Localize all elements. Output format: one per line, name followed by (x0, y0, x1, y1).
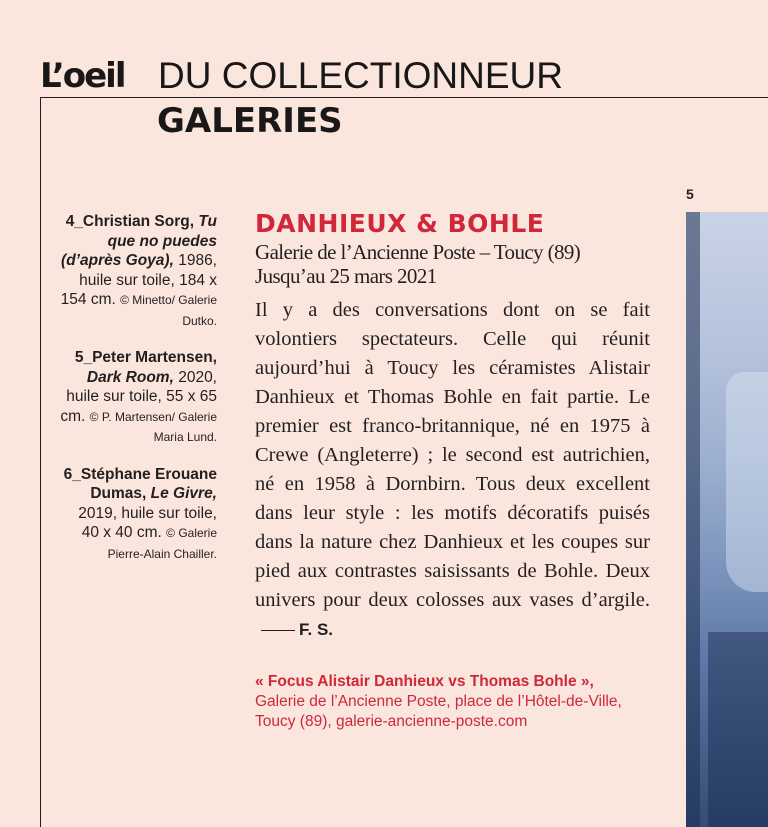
caption-work-title: Le Givre, (150, 485, 217, 502)
caption-details: 2019, huile sur toile, 40 x 40 cm. (78, 504, 217, 541)
caption-credit: © P. Martensen/ Galerie Maria Lund. (89, 409, 217, 444)
plate-number: 5 (686, 186, 694, 202)
left-rule (40, 97, 41, 827)
caption-credit: © Minetto/ Galerie Dutko. (120, 293, 217, 328)
article-signature: F. S. (299, 620, 334, 639)
article (255, 208, 650, 732)
magazine-logo: L’oeil (40, 56, 125, 96)
caption-credit: © Galerie Pierre-Alain Chailler. (107, 526, 217, 561)
caption-6 (60, 465, 217, 565)
masthead-title: DU COLLECTIONNEUR (158, 55, 563, 96)
exhibition-info (255, 672, 650, 732)
signature-rule (261, 630, 295, 631)
article-text: Il y a des conversations dont on se fait volontiers spectateurs. Celle qui réunit aujourd’hui à Toucy les céramistes Alistair Danhieux et Thomas Bohle en fait partie. Le premier est franco-britannique, né en 1975 à Crewe (Angleterre) ; le second est autrichien, né en 1958 à Dornbirn. Tous deux excellent dans leur style : les motifs décoratifs puisés dans la nature chez Danhieux et les coupes sur pied aux contrastes saisissants de Bohle. Deux univers pour deux colosses aux vases d’argile. (255, 299, 650, 611)
caption-5 (60, 348, 217, 448)
exhibition-title: « Focus Alistair Danhieux vs Thomas Bohle », (255, 673, 594, 690)
caption-details: 2020, huile sur toile, 55 x 65 cm. (60, 368, 217, 425)
caption-work-title: Tu que no puedes (d’après Goya), (61, 213, 217, 269)
article-venue: Galerie de l’Ancienne Poste – Toucy (89) (255, 240, 581, 264)
caption-details: 1986, huile sur toile, 184 x 154 cm. (60, 252, 217, 308)
caption-artist: 6_Stéphane Erouane Dumas, (63, 465, 217, 502)
caption-artist: 4_Christian Sorg, (65, 213, 195, 230)
article-body (255, 296, 650, 644)
section-title: GALERIES (157, 101, 343, 141)
caption-4 (60, 212, 217, 331)
article-dates: Jusqu’au 25 mars 2021 (255, 264, 437, 288)
exhibition-details: Galerie de l’Ancienne Poste, place de l’Hôtel-de-Ville, Toucy (89), galerie-ancienne-poste.com (255, 693, 622, 730)
article-headline: DANHIEUX & BOHLE (255, 209, 545, 238)
captions-column (60, 212, 217, 581)
caption-artist: 5_Peter Martensen, (74, 349, 217, 366)
caption-work-title: Dark Room, (86, 368, 174, 386)
artwork-image (686, 212, 768, 827)
header-rule (40, 97, 768, 98)
